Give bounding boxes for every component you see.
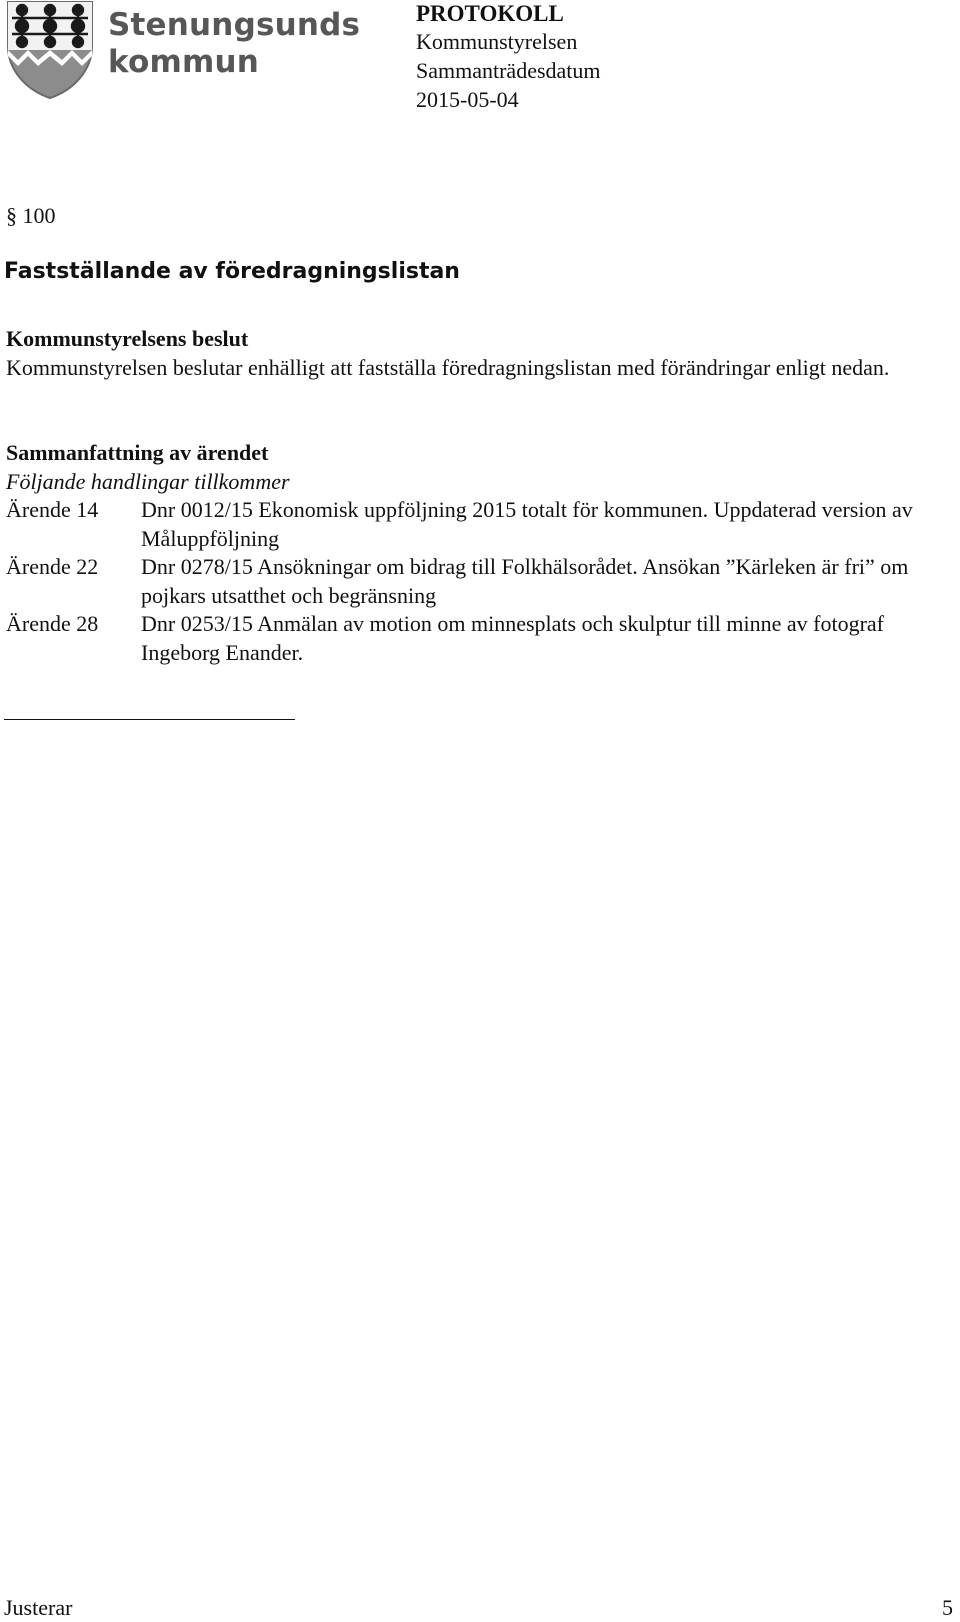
section-divider <box>4 719 295 720</box>
document-type: PROTOKOLL <box>416 1 564 26</box>
page-number: 5 <box>942 1595 953 1620</box>
case-text: Dnr 0278/15 Ansökningar om bidrag till Folkhälsorådet. Ansökan ”Kärleken är fri” om pojkars utsatthet och begränsning <box>141 554 909 608</box>
decision-text: Kommunstyrelsen beslutar enhälligt att fastställa föredragningslistan med förändringar enligt nedan. <box>6 355 890 380</box>
case-label: Ärende 28 <box>6 611 99 636</box>
footer-signature-label: Justerar <box>4 1595 73 1620</box>
summary-subheading: Följande handlingar tillkommer <box>6 469 290 494</box>
committee-name: Kommunstyrelsen <box>416 29 578 54</box>
logo-name-line1: Stenungsunds <box>108 7 361 43</box>
case-label: Ärende 22 <box>6 554 99 579</box>
paragraph-number: § 100 <box>6 203 56 228</box>
case-label: Ärende 14 <box>6 497 99 522</box>
case-text: Dnr 0253/15 Anmälan av motion om minnesplats och skulptur till minne av fotograf Ingeborg Enander. <box>141 611 885 665</box>
case-text: Dnr 0012/15 Ekonomisk uppföljning 2015 totalt för kommunen. Uppdaterad version av Måluppföljning <box>141 497 913 551</box>
municipality-logo <box>4 0 361 104</box>
logo-name-line2: kommun <box>108 44 260 80</box>
coat-of-arms-icon <box>4 0 96 100</box>
decision-heading: Kommunstyrelsens beslut <box>6 326 249 351</box>
meeting-date-label: Sammanträdesdatum <box>416 58 601 83</box>
section-title: Fastställande av föredragningslistan <box>4 259 460 284</box>
meeting-date: 2015-05-04 <box>416 87 519 112</box>
summary-heading: Sammanfattning av ärendet <box>6 440 269 465</box>
